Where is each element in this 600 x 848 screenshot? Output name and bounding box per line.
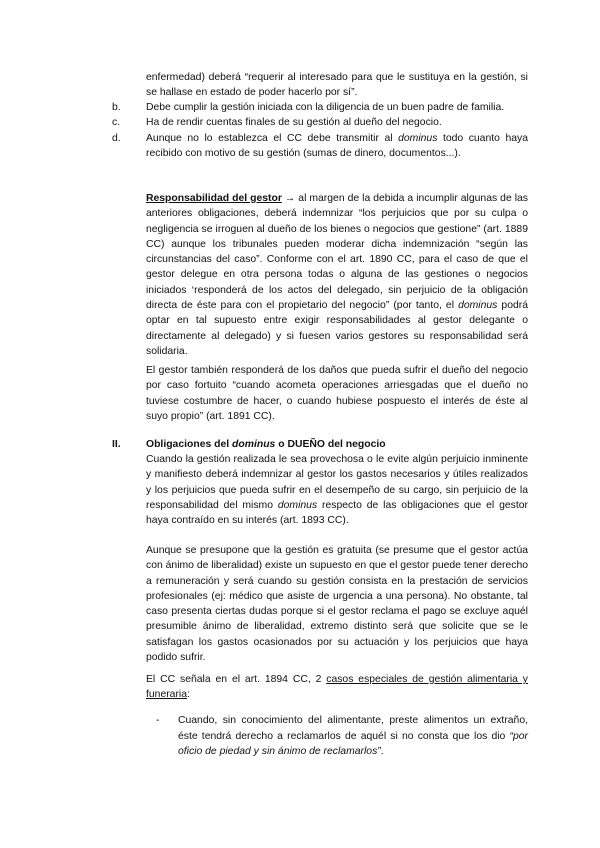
section-title-cont: o DUEÑO del negocio — [275, 439, 386, 450]
list-item — [112, 115, 528, 130]
section-number: II. — [112, 439, 121, 450]
list-item — [112, 100, 528, 115]
responsabilidad-text-cont: podrá optar en tal supuesto entre exigir responsabilidades al gestor delegante o directamente al delegado) y si fuesen varios gestores su responsabilidad será solidaria. — [146, 300, 529, 357]
list-item-text: Aunque no lo establezca el CC debe transmitir al — [146, 132, 399, 144]
dominus-term: dominus — [458, 300, 498, 312]
continuation-paragraph: enfermedad) deberá “requerir al interesado para que le sustituya en la gestión, si se hallase en estado de poder hacerlo por sí”. — [146, 72, 528, 99]
section-paragraph-1: Cuando la gestión realizada le sea provechosa o le evite algún perjuicio inminente y manifiesto deberá indemnizar al gestor los gastos necesarios y útiles realizados y los perjuicios que pueda sufrir en el desempeño de su cargo, sin perjuicio de la responsabilidad del mismo dominus respecto de las obligaciones que el gestor haya contraído en su interés (art. 1893 CC). — [146, 454, 528, 527]
obligations-list — [112, 100, 532, 161]
section-heading — [112, 437, 386, 452]
list-item — [112, 131, 528, 162]
gestor-paragraph: El gestor también responderá de los daños que pueda sufrir el dueño del negocio por caso fortuito “cuando acometa operaciones arriesgadas que el dueño no tuviese costumbre de hacer, o cuando hubiese pospuesto el interés de éste al suyo propio” (art. 1891 CC). — [146, 365, 528, 422]
dominus-term: dominus — [277, 499, 318, 511]
list-marker: b. — [112, 102, 121, 113]
section-title: Obligaciones del — [146, 439, 233, 450]
quoted-italic: “por oficio de piedad y sin ánimo de reclamarlos” — [178, 730, 528, 757]
list-marker: c. — [112, 117, 121, 129]
responsabilidad-text: al margen de la debida a incumplir algunas de las anteriores obligaciones, deberá indemnizar “los perjuicios que por su culpa o negligencia se irroguen al dueño de los bienes o negocios que gestione” (art. 1889 CC) aunque los tribunales pueden moderar dicha indemnización “según las circunstancias del caso”. Conforme con el art. 1890 CC, para el caso de que el gestor delegue en otra persona todas o alguna de las gestiones o negocios iniciados ‘responderá de los actos del delegado, sin perjuicio de la obligación directa de éste para con el propietario del negocio” (por tanto, el — [146, 193, 529, 312]
list-item-text: Ha de rendir cuentas finales de su gestión al dueño del negocio. — [146, 117, 442, 129]
list-marker: d. — [112, 132, 121, 144]
dominus-term: dominus — [398, 132, 438, 144]
special-cases-link-text: casos especiales de gestión alimentaria y funeraria — [146, 674, 528, 701]
section-paragraph-2: Aunque se presupone que la gestión es gratuita (se presume que el gestor actúa con ánimo de liberalidad) existe un supuesto en que el gestor puede tener derecho a remuneración y será cuando su gestión consista en la prestación de servicios profesionales (ej: médico que asiste de urgencia a una persona). No obstante, tal caso presenta ciertas dudas porque si el gestor reclama el pago se excluye aquél presumible ánimo de liberalidad, extremo distinto será que solicite que se le satisfagan los gastos ocasionados por su actuación y los perjuicios que haya podido sufrir. — [146, 545, 528, 664]
dominus-term: dominus — [232, 439, 276, 450]
dash-marker: - — [156, 715, 160, 727]
responsabilidad-title: Responsabilidad del gestor — [146, 193, 282, 204]
list-item-text-cont: todo cuanto haya recibido con motivo de su gestión (sumas de dinero, documentos...). — [146, 132, 528, 159]
list-item-text: Debe cumplir la gestión iniciada con la diligencia de un buen padre de familia. — [146, 102, 505, 113]
section-paragraph-3: El CC señala en el art. 1894 CC, 2 casos especiales de gestión alimentaria y funeraria: — [146, 674, 528, 701]
arrow-symbol: → — [284, 193, 296, 204]
responsabilidad-paragraph — [146, 191, 528, 359]
dash-list-item: - Cuando, sin conocimiento del alimentante, preste alimentos un extraño, éste tendrá derecho a reclamarlos de aquél si no consta que los dio “por oficio de piedad y sin ánimo de reclamarlos”. — [156, 715, 528, 757]
